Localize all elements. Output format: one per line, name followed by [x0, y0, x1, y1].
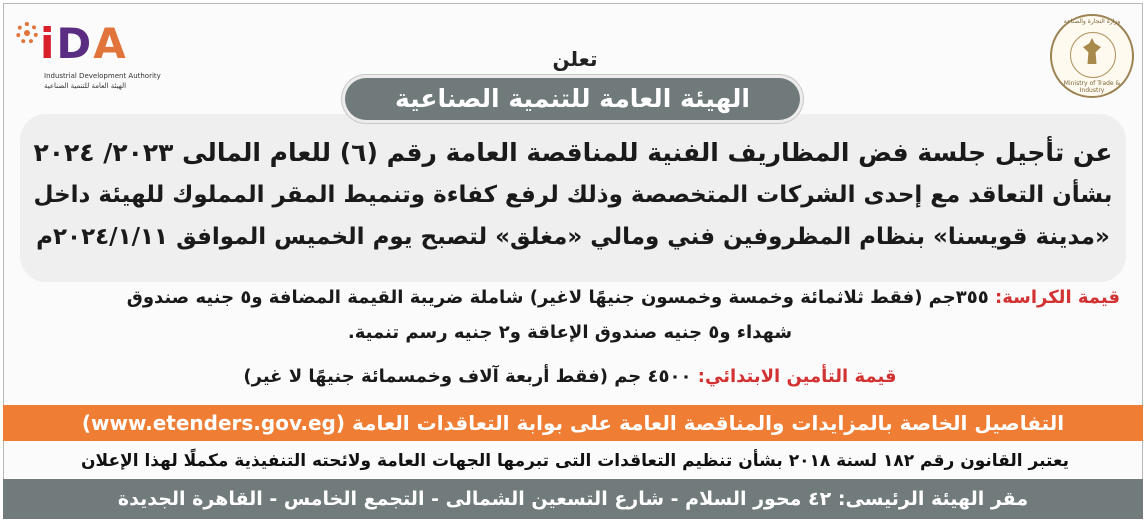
ida-logo: [14, 19, 161, 95]
insurance-value: ٤٥٠٠ جم (فقط أربعة آلاف وخمسمائة جنيهًا لا غير): [243, 366, 692, 387]
announces-heading: تعلن: [552, 47, 598, 71]
authority-name: الهيئة العامة للتنمية الصناعية: [395, 84, 750, 113]
booklet-price-label: قيمة الكراسة:: [995, 287, 1120, 308]
address-text: مقر الهيئة الرئيسى: ٤٢ محور السلام - شارع التسعين الشمالى - التجمع الخامس - القاهرة الجديدة: [117, 488, 1029, 510]
logo-name-ar: الهيئة العامة للتنمية الصناعية: [44, 82, 127, 90]
headline-line-3: «مدينة قويسنا» بنظام المظروفين فني ومالي «مغلق» لتصبح يوم الخميس الموافق ٢٠٢٤/١/١١م: [36, 224, 1110, 250]
law-note: يعتبر القانون رقم ١٨٢ لسنة ٢٠١٨ بشأن تنظيم التعاقدات التى تبرمها الجهات العامة ولائحته التنفيذية مكملًا لهذا الإعلان: [81, 451, 1069, 471]
authority-banner: [345, 78, 800, 120]
booklet-price-value: ٣٥٥جم (فقط ثلاثمائة وخمسة وخمسون جنيهًا لاغير) شاملة ضريبة القيمة المضافة و٥ جنيه صندوق: [126, 287, 989, 308]
address-bar: [3, 479, 1143, 519]
ida-logo-mark: [14, 19, 144, 68]
details-text: التفاصيل الخاصة بالمزايدات والمناقصة العامة على بوابة التعاقدات العامة (www.etenders.gov.eg): [81, 411, 1065, 435]
logo-name-en: Industrial Development Authority: [44, 72, 161, 80]
details-bar: [3, 405, 1143, 441]
insurance-label: قيمة التأمين الابتدائي:: [697, 366, 897, 387]
booklet-price-row: [30, 287, 1120, 308]
headline-line-2: بشأن التعاقد مع إحدى الشركات المتخصصة وذلك لرفع كفاءة وتنميط المقر المملوك للهيئة داخل: [33, 182, 1113, 208]
insurance-row: [70, 366, 1070, 387]
gear-icon: [16, 22, 38, 44]
headline-line-1: عن تأجيل جلسة فض المظاريف الفنية للمناقصة العامة رقم (٦) للعام المالى ٢٠٢٣/ ٢٠٢٤: [33, 138, 1113, 167]
booklet-price-continued: شهداء و٥ جنيه صندوق الإعاقة و٢ جنيه رسم تنمية.: [347, 322, 793, 343]
ministry-seal: [1050, 14, 1134, 98]
seal-text-ar: وزارة التجارة والصناعة: [1063, 18, 1121, 25]
ida-wordmark: iDA: [40, 19, 128, 68]
seal-text-en: Ministry of Trade & Industry: [1063, 80, 1121, 94]
